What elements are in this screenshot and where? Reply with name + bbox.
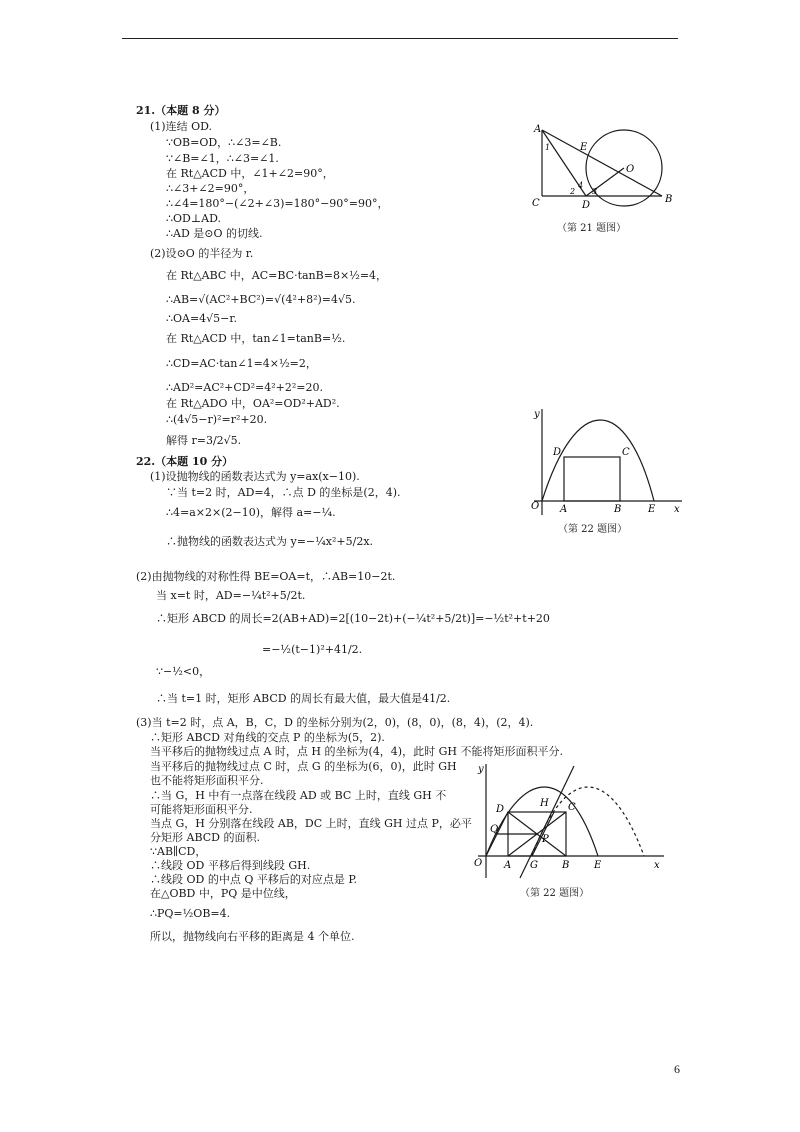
fig22b-label-y: y (478, 764, 484, 775)
fig21-caption: （第 21 题图） (557, 223, 627, 234)
fig22a-label-O: O (531, 501, 540, 512)
fig22b-label-P: P (542, 834, 549, 845)
q21-line: ∴AD 是⊙O 的切线. (166, 227, 263, 240)
fig21-label-A: A (534, 124, 542, 135)
q21-line: ∴AD²=AC²+CD²=4²+2²=20. (166, 381, 323, 394)
q22-line: ∴矩形 ABCD 对角线的交点 P 的坐标为(5，2). (150, 731, 385, 744)
q21-line: 在 Rt△ACD 中，∠1+∠2=90°， (166, 167, 334, 180)
q21-line: ∵OB=OD，∴∠3=∠B. (166, 136, 282, 149)
q21-line: (1)连结 OD. (150, 120, 213, 133)
fig21-label-C: C (532, 198, 540, 209)
fig21-label-D: D (582, 200, 591, 211)
fig22b-label-A: A (504, 860, 512, 871)
q22-line: (3)当 t=2 时，点 A，B，C，D 的坐标分别为(2，0)，(8，0)，(8，4)，(2，4). (136, 716, 534, 729)
figure-21 (520, 120, 690, 220)
q21-line: ∴AB=√(AC²+BC²)=√(4²+8²)=4√5. (166, 293, 356, 306)
q22-line: ∴当 t=1 时，矩形 ABCD 的周长有最大值，最大值是41/2. (156, 692, 451, 705)
q22-line: ∴抛物线的函数表达式为 y=−¼x²+5/2x. (166, 535, 374, 548)
fig22a-label-C: C (622, 447, 630, 458)
q22-line: 当平移后的抛物线过点 A 时，点 H 的坐标为(4，4)，此时 GH 不能将矩形面积平分. (150, 745, 563, 758)
fig22a-label-B: B (614, 504, 622, 515)
q21-line: 解得 r=3/2√5. (166, 434, 242, 447)
q22-heading: 22.（本题 10 分） (136, 455, 234, 468)
q22-line: 在△OBD 中，PQ 是中位线， (150, 887, 296, 900)
fig22a-label-A: A (560, 504, 568, 515)
fig22a-label-y: y (534, 409, 540, 420)
fig22b-label-H: H (540, 798, 549, 809)
fig22b-label-Q: Q (490, 824, 499, 835)
q22-line: ∵AB∥CD， (150, 845, 207, 858)
fig22a-label-x: x (674, 504, 680, 515)
q22-line: ∴线段 OD 平移后得到线段 GH. (150, 859, 311, 872)
q22-line: ∴线段 OD 的中点 Q 平移后的对应点是 P. (150, 873, 358, 886)
q21-line: ∴OD⊥AD. (166, 212, 222, 225)
header-rule (122, 38, 678, 39)
q22-line: (1)设抛物线的函数表达式为 y=ax(x−10). (150, 470, 360, 483)
q22-line: ∴当 G，H 中有一点落在线段 AD 或 BC 上时，直线 GH 不 (150, 789, 447, 802)
figure-22b (468, 760, 668, 882)
fig22b-label-B: B (562, 860, 570, 871)
fig21-label-4: 4 (578, 181, 584, 190)
fig21-label-1: 1 (545, 143, 551, 152)
q21-line: ∵∠B=∠1，∴∠3=∠1. (166, 152, 279, 165)
q21-line: ∴∠4=180°−(∠2+∠3)=180°−90°=90°， (166, 197, 389, 210)
fig22b-label-E: E (594, 860, 602, 871)
fig21-label-O: O (626, 164, 635, 175)
q22-line: 当点 G，H 分别落在线段 AB，DC 上时，直线 GH 过点 P，必平 (150, 817, 472, 830)
q22-line: 所以，抛物线向右平移的距离是 4 个单位. (150, 930, 355, 943)
fig22b-label-C: C (568, 802, 576, 813)
q22-line: ∴4=a×2×(2−10)，解得 a=−¼. (166, 506, 336, 519)
fig22b-label-G: G (530, 860, 538, 871)
fig22a-label-D: D (553, 447, 562, 458)
q22-line: 当平移后的抛物线过点 C 时，点 G 的坐标为(6，0)，此时 GH (150, 760, 457, 773)
q22-line: ∴矩形 ABCD 的周长=2(AB+AD)=2[(10−2t)+(−¼t²+5/2t)]=−½t²+t+20 (156, 612, 550, 625)
q22-line: 也不能将矩形面积平分. (150, 774, 264, 787)
fig22b-label-D: D (496, 804, 505, 815)
q22-line: (2)由抛物线的对称性得 BE=OA=t，∴AB=10−2t. (136, 570, 396, 583)
q21-heading: 21.（本题 8 分） (136, 104, 226, 117)
fig22b-caption: （第 22 题图） (520, 888, 590, 899)
q21-line: ∴∠3+∠2=90°， (166, 182, 255, 195)
q22-line: 可能将矩形面积平分. (150, 803, 253, 816)
q22-line: =−½(t−1)²+41/2. (262, 643, 363, 656)
figure-22a (526, 405, 686, 517)
q21-line: ∴(4√5−r)²=r²+20. (166, 413, 268, 426)
q21-line: 在 Rt△ACD 中，tan∠1=tanB=½. (166, 332, 346, 345)
q21-line: ∴OA=4√5−r. (166, 312, 237, 325)
fig22a-label-E: E (648, 504, 656, 515)
q21-line: 在 Rt△ABC 中，AC=BC·tanB=8×½=4， (166, 269, 388, 282)
fig22b-label-x: x (654, 860, 660, 871)
fig22a-caption: （第 22 题图） (558, 524, 628, 535)
q22-line: 分矩形 ABCD 的面积. (150, 831, 260, 844)
page-number: 6 (674, 1062, 680, 1076)
q21-line: (2)设⊙O 的半径为 r. (150, 247, 254, 260)
q21-line: 在 Rt△ADO 中，OA²=OD²+AD². (166, 397, 340, 410)
q22-line: ∵−½<0， (156, 665, 211, 678)
q21-line: ∴CD=AC·tan∠1=4×½=2， (166, 357, 317, 370)
fig21-label-E: E (580, 142, 588, 153)
fig22b-label-O: O (474, 858, 483, 869)
q22-line: ∴PQ=½OB=4. (150, 907, 231, 920)
q22-line: 当 x=t 时，AD=−¼t²+5/2t. (156, 589, 306, 602)
fig21-label-B: B (665, 194, 673, 205)
q22-line: ∵当 t=2 时，AD=4，∴点 D 的坐标是(2，4). (166, 486, 401, 499)
fig21-label-2: 2 (570, 187, 576, 196)
fig21-label-3: 3 (592, 187, 598, 196)
